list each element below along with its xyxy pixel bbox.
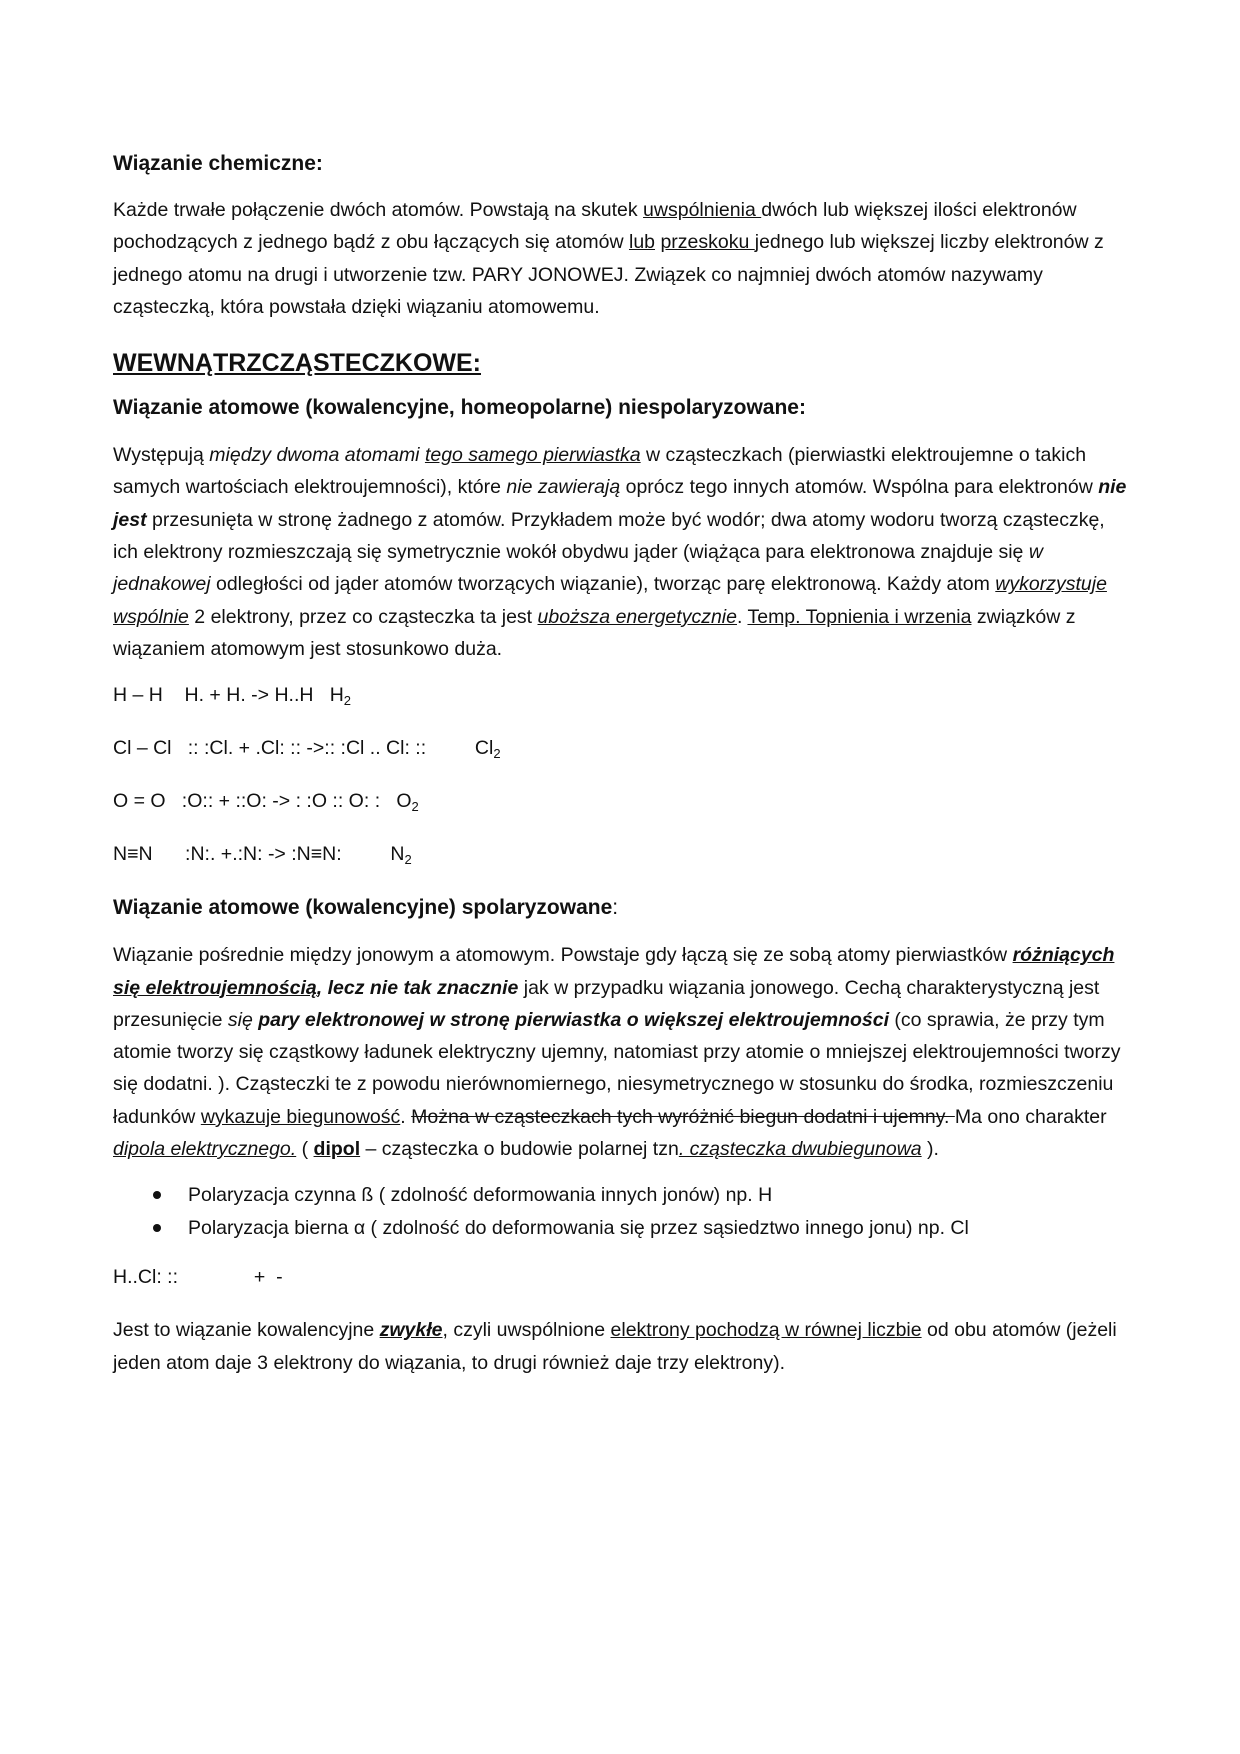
formula-list [113,679,1133,870]
formula-subscript: 2 [411,799,419,815]
bold-italic-underlined-term: zwykłe [379,1319,443,1342]
text-run: 2 elektrony, przez co cząsteczka ta jest [188,605,538,628]
hcl-formula-line: H..Cl: :: + - [113,1266,283,1289]
list-item [113,1179,1133,1212]
polar-heading [113,891,1133,925]
list-item-text: Polaryzacja bierna α ( zdolność do deformowania się przez sąsiedztwo innego jonu) np. Cl [188,1217,969,1240]
formula-line [113,838,1133,870]
text-run: odległości od jąder atomów tworzących wiązanie), tworząc parę elektronową. Każdy atom [210,573,996,596]
underlined-term: Temp. Topnienia i wrzenia [747,605,972,628]
document-content [113,148,1133,1379]
italic-underlined-term: dipola elektrycznego. [113,1138,297,1161]
section-heading: WEWNĄTRZCZĄSTECZKOWE: [113,349,481,378]
formula-subscript: 2 [343,693,352,709]
bold-italic-term: pary elektronowej w stronę pierwiastka o większej elektroujemności [252,1008,889,1031]
formula-text: Cl – Cl :: :Cl. + .Cl: :: ->:: :Cl .. Cl: :: Cl [113,737,494,760]
text-run: dwóch lub większej ilości elektronów pochodzących z jednego bądź z obu łączących się atomów [113,199,1077,254]
underlined-term: przeskoku [660,231,755,254]
text-run: Każde trwałe połączenie dwóch atomów. Powstają na skutek [113,199,644,221]
text-run: związków z wiązaniem atomowym jest stosunkowo duża. [113,605,1076,660]
text-run: (co sprawia, że przy tym atomie tworzy się cząstkowy ładunek elektryczny ujemny, natomiast przy atomie o mniejszej elektroujemności tworzy się dodatni. ). Cząsteczki te z powodu nierównomiernego, niesymetrycznego w stosunku do środka, rozmieszczeniu ładunków [113,1008,1121,1128]
italic-underlined-term: tego samego pierwiastka [424,444,641,467]
italic-underlined-term: uboższa energetycznie [537,605,737,628]
formula-subscript: 2 [404,852,412,868]
text-run: Ma ono charakter [954,1105,1107,1128]
bold-italic-term: , lecz nie tak znacznie [316,976,519,999]
polar-paragraph [113,939,1133,1165]
intro-paragraph [113,194,1133,323]
italic-term: nie zawierają [506,476,621,499]
formula-subscript: 2 [493,746,501,762]
formula-line [113,679,1133,711]
formula-text: H – H H. + H. -> H..H H [113,684,344,707]
text-run: Występują [113,444,210,467]
text-run: , czyli uwspólnione [442,1319,611,1342]
strikethrough-text: Można w cząsteczkach tych wyróżnić biegun dodatni i ujemny. [411,1105,955,1128]
list-item-text: Polaryzacja czynna ß ( zdolność deformowania innych jonów) np. H [188,1184,773,1207]
underlined-term: lub [628,231,656,254]
formula-text: N≡N :N:. +.:N: -> :N≡N: N [113,843,405,866]
text-run: jak w przypadku wiązania jonowego. Cechą charakterystyczną jest przesunięcie [113,976,1100,1031]
text-run: Wiązanie pośrednie między jonowym a atomowym. Powstaje gdy łączą się ze sobą atomy pierwiastków [113,944,1013,967]
bullet-icon [153,1191,161,1199]
italic-term: między dwoma atomami [209,444,425,467]
italic-underlined-term: wykorzystuje wspólnie [113,573,1107,628]
bold-italic-term: nie jest [113,476,1127,531]
polarization-list [113,1179,1133,1245]
text-run: – cząsteczka o budowie polarnej tzn [360,1138,679,1161]
polar-heading-colon: : [612,896,619,920]
bullet-icon [153,1224,161,1232]
text-run: ). [921,1138,939,1161]
italic-term: się [227,1008,253,1031]
spacer [113,665,1133,679]
underlined-term: uwspólnienia [643,199,762,221]
underlined-term: wykazuje biegunowość [200,1105,401,1128]
text-run: . [736,605,748,628]
nonpolar-heading: Wiązanie atomowe (kowalencyjne, homeopolarne) niespolaryzowane: [113,396,806,420]
formula-text: O = O :O:: + ::O: -> : :O :: O: : O [113,790,412,813]
list-item [113,1212,1133,1245]
bold-underlined-term: dipol [313,1138,361,1161]
polar-heading-text: Wiązanie atomowe (kowalencyjne) spolaryzowane [113,896,613,920]
document-title: Wiązanie chemiczne: [113,152,323,175]
formula-line [113,785,1133,817]
nonpolar-paragraph [113,439,1133,665]
text-run: od obu atomów (jeżeli jeden atom daje 3 elektrony do wiązania, to drugi również daje trzy elektrony). [113,1319,1117,1374]
underlined-term: elektrony pochodzą w równej liczbie [610,1319,922,1342]
italic-underlined-term: . cząsteczka dwubiegunowa [678,1138,922,1161]
text-run: . [400,1105,412,1128]
text-run: oprócz tego innych atomów. Wspólna para elektronów [620,476,1099,499]
text-run: ( [296,1138,314,1161]
text-run: przesunięta w stronę żadnego z atomów. Przykładem może być wodór; dwa atomy wodoru tworzą cząsteczkę, ich elektrony rozmieszczają się symetrycznie wokół obydwu jąder (wiążąca para elektronowa znajduje się [113,508,1105,564]
closing-paragraph [113,1314,1133,1379]
italic-term: w jednakowej [113,541,1043,596]
text-run: w cząsteczkach (pierwiastki elektroujemne o takich samych wartościach elektroujemności), które [113,444,1087,499]
text-run: jednego lub większej liczby elektronów z jednego atomu na drugi i utworzenie tzw. PARY JONOWEJ. Związek co najmniej dwóch atomów nazywamy cząsteczką, która powstała dzięki wiązaniu atomowemu. [113,231,1104,318]
text-run: Jest to wiązanie kowalencyjne [113,1319,380,1342]
formula-line [113,732,1133,764]
bold-italic-underlined-term: różniących się elektroujemnością [113,944,1115,999]
